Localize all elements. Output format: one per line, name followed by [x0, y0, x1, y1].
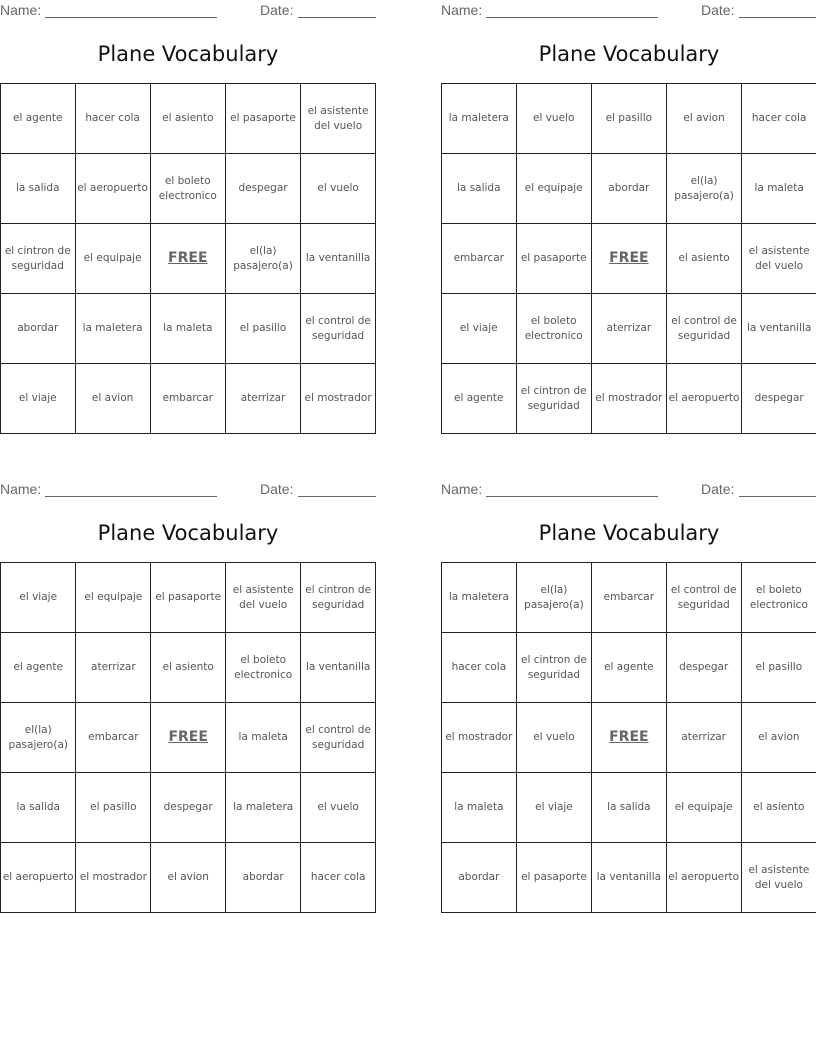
bingo-cell: la salida — [592, 773, 666, 843]
bingo-row — [442, 703, 816, 773]
bingo-cell: el vuelo — [516, 84, 591, 154]
bingo-cell: hacer cola — [75, 84, 150, 154]
free-space: FREE — [151, 703, 226, 773]
bingo-cell: la ventanilla — [592, 843, 666, 913]
bingo-cell: abordar — [226, 843, 301, 913]
bingo-cell: el asiento — [151, 633, 226, 703]
bingo-cell: despegar — [225, 154, 300, 224]
bingo-cell: el asistente del vuelo — [742, 224, 816, 294]
bingo-cell: el pasillo — [76, 773, 151, 843]
bingo-cell: aterrizar — [666, 703, 741, 773]
bingo-row — [1, 843, 376, 913]
bingo-grid — [0, 562, 376, 913]
bingo-cell: la maleta — [226, 703, 301, 773]
date-label: Date: — [260, 2, 294, 18]
bingo-cell: el equipaje — [666, 773, 741, 843]
bingo-cell: despegar — [151, 773, 226, 843]
bingo-cell: el viaje — [1, 364, 76, 434]
bingo-cell: el mostrador — [301, 364, 376, 434]
bingo-cell: el avion — [75, 364, 150, 434]
bingo-row — [442, 563, 816, 633]
name-blank-line[interactable] — [45, 496, 217, 497]
bingo-cell: el(la) pasajero(a) — [516, 563, 591, 633]
bingo-cell: aterrizar — [76, 633, 151, 703]
bingo-cell: la salida — [1, 773, 76, 843]
bingo-cell: el pasaporte — [516, 843, 591, 913]
bingo-cell: el pasaporte — [225, 84, 300, 154]
bingo-cell: el asiento — [741, 773, 816, 843]
bingo-cell: el(la) pasajero(a) — [225, 224, 300, 294]
bingo-cell: hacer cola — [742, 84, 816, 154]
bingo-cell: el cintron de seguridad — [1, 224, 76, 294]
date-label: Date: — [701, 2, 735, 18]
bingo-cell: aterrizar — [591, 294, 666, 364]
bingo-cell: la maletera — [75, 294, 150, 364]
bingo-grid — [441, 83, 816, 434]
bingo-cell: la salida — [1, 154, 76, 224]
bingo-cell: la maletera — [226, 773, 301, 843]
bingo-cell: el avion — [666, 84, 741, 154]
bingo-cell: la maleta — [150, 294, 225, 364]
bingo-row — [1, 563, 376, 633]
name-date-line — [0, 479, 376, 501]
bingo-cell: el vuelo — [301, 773, 376, 843]
bingo-cell: la salida — [442, 154, 517, 224]
bingo-cell: la maleta — [442, 773, 517, 843]
free-space: FREE — [591, 224, 666, 294]
bingo-cell: el cintron de seguridad — [301, 563, 376, 633]
bingo-grid — [441, 562, 816, 913]
bingo-cell: el agente — [1, 84, 76, 154]
bingo-row — [442, 843, 816, 913]
bingo-cell: embarcar — [592, 563, 666, 633]
date-label: Date: — [260, 481, 294, 497]
bingo-cell: aterrizar — [225, 364, 300, 434]
name-date-line — [441, 0, 816, 22]
bingo-cell: embarcar — [150, 364, 225, 434]
free-space: FREE — [150, 224, 225, 294]
bingo-cell: el control de seguridad — [666, 563, 741, 633]
bingo-cell: la ventanilla — [301, 224, 376, 294]
bingo-row — [1, 84, 376, 154]
bingo-row — [442, 84, 816, 154]
date-blank-line[interactable] — [298, 17, 376, 18]
bingo-row — [1, 294, 376, 364]
bingo-cell: el aeropuerto — [666, 843, 741, 913]
bingo-cell: el pasillo — [591, 84, 666, 154]
bingo-cell: el pasaporte — [516, 224, 591, 294]
bingo-row — [442, 154, 816, 224]
bingo-cell: el agente — [1, 633, 76, 703]
bingo-cell: el mostrador — [591, 364, 666, 434]
bingo-cell: el aeropuerto — [666, 364, 741, 434]
name-label: Name: — [0, 481, 42, 497]
bingo-cell: la ventanilla — [742, 294, 816, 364]
bingo-cell: el avion — [741, 703, 816, 773]
bingo-cell: el equipaje — [516, 154, 591, 224]
date-blank-line[interactable] — [739, 496, 816, 497]
card-title: Plane Vocabulary — [538, 521, 720, 545]
bingo-cell: despegar — [666, 633, 741, 703]
date-label: Date: — [701, 481, 735, 497]
bingo-cell: el(la) pasajero(a) — [1, 703, 76, 773]
bingo-cell: el(la) pasajero(a) — [666, 154, 741, 224]
bingo-cell: el viaje — [1, 563, 76, 633]
bingo-cell: abordar — [1, 294, 76, 364]
bingo-cell: hacer cola — [442, 633, 517, 703]
bingo-cell: el equipaje — [76, 563, 151, 633]
bingo-cell: la maletera — [442, 563, 517, 633]
bingo-cell: el vuelo — [516, 703, 591, 773]
bingo-cell: el boleto electronico — [226, 633, 301, 703]
bingo-row — [1, 364, 376, 434]
bingo-cell: hacer cola — [301, 843, 376, 913]
date-blank-line[interactable] — [739, 17, 816, 18]
bingo-cell: el asiento — [666, 224, 741, 294]
bingo-cell: el avion — [151, 843, 226, 913]
bingo-cell: el aeropuerto — [75, 154, 150, 224]
bingo-card — [441, 0, 816, 412]
card-title: Plane Vocabulary — [97, 42, 279, 66]
name-blank-line[interactable] — [45, 17, 217, 18]
bingo-cell: la maleta — [742, 154, 816, 224]
bingo-cell: embarcar — [76, 703, 151, 773]
bingo-row — [442, 364, 816, 434]
bingo-cell: el asistente del vuelo — [301, 84, 376, 154]
bingo-cell: el cintron de seguridad — [516, 633, 591, 703]
date-blank-line[interactable] — [298, 496, 376, 497]
name-date-line — [0, 0, 376, 22]
bingo-row — [442, 224, 816, 294]
bingo-cell: el asistente del vuelo — [741, 843, 816, 913]
bingo-cell: el mostrador — [442, 703, 517, 773]
name-label: Name: — [441, 2, 483, 18]
bingo-cell: el mostrador — [76, 843, 151, 913]
bingo-cell: el vuelo — [301, 154, 376, 224]
bingo-cell: el control de seguridad — [301, 294, 376, 364]
bingo-card — [441, 479, 816, 891]
bingo-row — [1, 773, 376, 843]
bingo-cell: el aeropuerto — [1, 843, 76, 913]
bingo-row — [1, 224, 376, 294]
bingo-cell: el viaje — [516, 773, 591, 843]
bingo-cell: la ventanilla — [301, 633, 376, 703]
bingo-row — [442, 294, 816, 364]
bingo-grid — [0, 83, 376, 434]
bingo-cell: el control de seguridad — [301, 703, 376, 773]
bingo-row — [1, 703, 376, 773]
bingo-cell: el agente — [442, 364, 517, 434]
card-title: Plane Vocabulary — [97, 521, 279, 545]
bingo-cell: abordar — [442, 843, 517, 913]
name-label: Name: — [0, 2, 42, 18]
bingo-cell: el pasaporte — [151, 563, 226, 633]
name-blank-line[interactable] — [486, 17, 658, 18]
bingo-card — [0, 479, 376, 883]
bingo-cell: el boleto electronico — [516, 294, 591, 364]
bingo-cell: el asistente del vuelo — [226, 563, 301, 633]
name-label: Name: — [441, 481, 483, 497]
bingo-row — [442, 773, 816, 843]
bingo-cell: abordar — [591, 154, 666, 224]
free-space: FREE — [592, 703, 666, 773]
bingo-row — [1, 633, 376, 703]
card-title: Plane Vocabulary — [538, 42, 720, 66]
bingo-cell: el boleto electronico — [741, 563, 816, 633]
bingo-row — [442, 633, 816, 703]
bingo-cell: el equipaje — [75, 224, 150, 294]
bingo-cell: el viaje — [442, 294, 517, 364]
name-date-line — [441, 479, 816, 501]
name-blank-line[interactable] — [486, 496, 658, 497]
bingo-cell: la maletera — [442, 84, 517, 154]
bingo-cell: embarcar — [442, 224, 517, 294]
bingo-card — [0, 0, 376, 404]
bingo-cell: el asiento — [150, 84, 225, 154]
bingo-cell: el control de seguridad — [666, 294, 741, 364]
bingo-cell: el boleto electronico — [150, 154, 225, 224]
bingo-cell: el agente — [592, 633, 666, 703]
bingo-cell: el pasillo — [225, 294, 300, 364]
bingo-cell: el pasillo — [741, 633, 816, 703]
bingo-row — [1, 154, 376, 224]
bingo-cell: despegar — [742, 364, 816, 434]
bingo-cell: el cintron de seguridad — [516, 364, 591, 434]
